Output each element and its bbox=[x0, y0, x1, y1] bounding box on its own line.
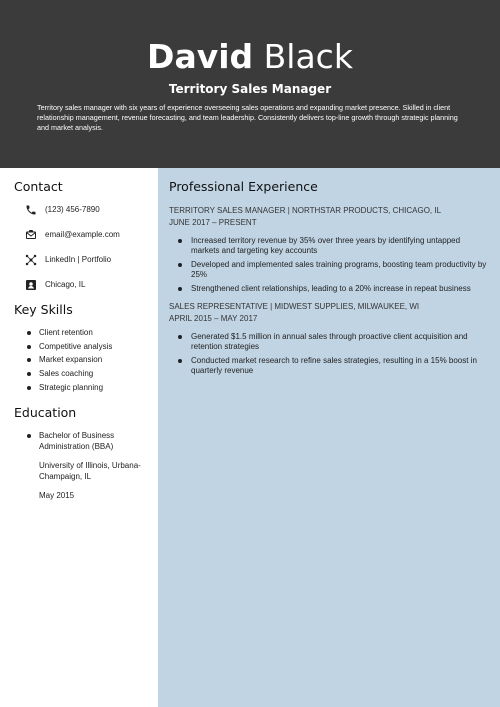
job-title: SALES REPRESENTATIVE | MIDWEST SUPPLIES, MILWAUKEE, WI bbox=[169, 302, 420, 311]
degree: Bachelor of Business Administration (BBA) bbox=[24, 431, 152, 452]
phone-text: (123) 456-7890 bbox=[45, 205, 100, 214]
network-icon bbox=[25, 254, 37, 266]
contact-links[interactable] bbox=[25, 254, 155, 268]
links-text[interactable]: LinkedIn | Portfolio bbox=[45, 255, 112, 264]
list-item: Competitive analysis bbox=[24, 342, 154, 356]
email-icon bbox=[25, 229, 37, 241]
job-role: Territory Sales Manager bbox=[168, 82, 332, 96]
job-dates: JUNE 2017 – PRESENT bbox=[169, 218, 257, 227]
job-bullets bbox=[169, 332, 489, 377]
list-item: Client retention bbox=[24, 328, 154, 342]
list-item: Strengthened client relationships, leading to a 20% increase in repeat business bbox=[169, 284, 489, 294]
experience-heading: Professional Experience bbox=[169, 179, 318, 194]
candidate-name bbox=[0, 38, 500, 76]
email-link[interactable]: email@example.com bbox=[45, 230, 120, 239]
last-name: Black bbox=[263, 37, 353, 76]
first-name: David bbox=[147, 37, 254, 76]
job-entry bbox=[169, 302, 489, 380]
education-heading: Education bbox=[14, 405, 77, 420]
list-item: Strategic planning bbox=[24, 383, 154, 397]
skills-heading: Key Skills bbox=[14, 302, 73, 317]
list-item: Generated $1.5 million in annual sales through proactive client acquisition and retention strategies bbox=[169, 332, 489, 353]
list-item: Conducted market research to refine sales strategies, resulting in a 15% boost in quarterly revenue bbox=[169, 356, 489, 377]
list-item: Increased territory revenue by 35% over three years by identifying untapped markets and targeting key accounts bbox=[169, 236, 489, 257]
job-dates: APRIL 2015 – MAY 2017 bbox=[169, 314, 258, 323]
list-item: Market expansion bbox=[24, 355, 154, 369]
graduation-date: May 2015 bbox=[39, 491, 75, 500]
contact-email[interactable] bbox=[25, 229, 155, 243]
contact-location bbox=[25, 279, 155, 293]
professional-summary: Territory sales manager with six years of experience overseeing sales operations and expanding market presence. Skilled in client relationship management, revenue forecasting, and team leadership. Consistently delivers top-line growth through strategic planning and market analysis. bbox=[37, 103, 458, 132]
skills-list bbox=[24, 328, 154, 396]
contact-phone bbox=[25, 204, 155, 218]
list-item: Developed and implemented sales training programs, boosting team productivity by 25% bbox=[169, 260, 489, 281]
job-bullets bbox=[169, 236, 489, 294]
job-entry bbox=[169, 206, 489, 298]
location-icon bbox=[25, 279, 37, 291]
phone-icon bbox=[25, 204, 37, 216]
list-item: Sales coaching bbox=[24, 369, 154, 383]
contact-heading: Contact bbox=[14, 179, 63, 194]
job-title: TERRITORY SALES MANAGER | NORTHSTAR PRODUCTS, CHICAGO, IL bbox=[169, 206, 442, 215]
location-text: Chicago, IL bbox=[45, 280, 86, 289]
school: University of Illinois, Urbana-Champaign, IL bbox=[39, 461, 141, 481]
resume-header bbox=[0, 0, 500, 168]
education-block bbox=[24, 431, 152, 502]
